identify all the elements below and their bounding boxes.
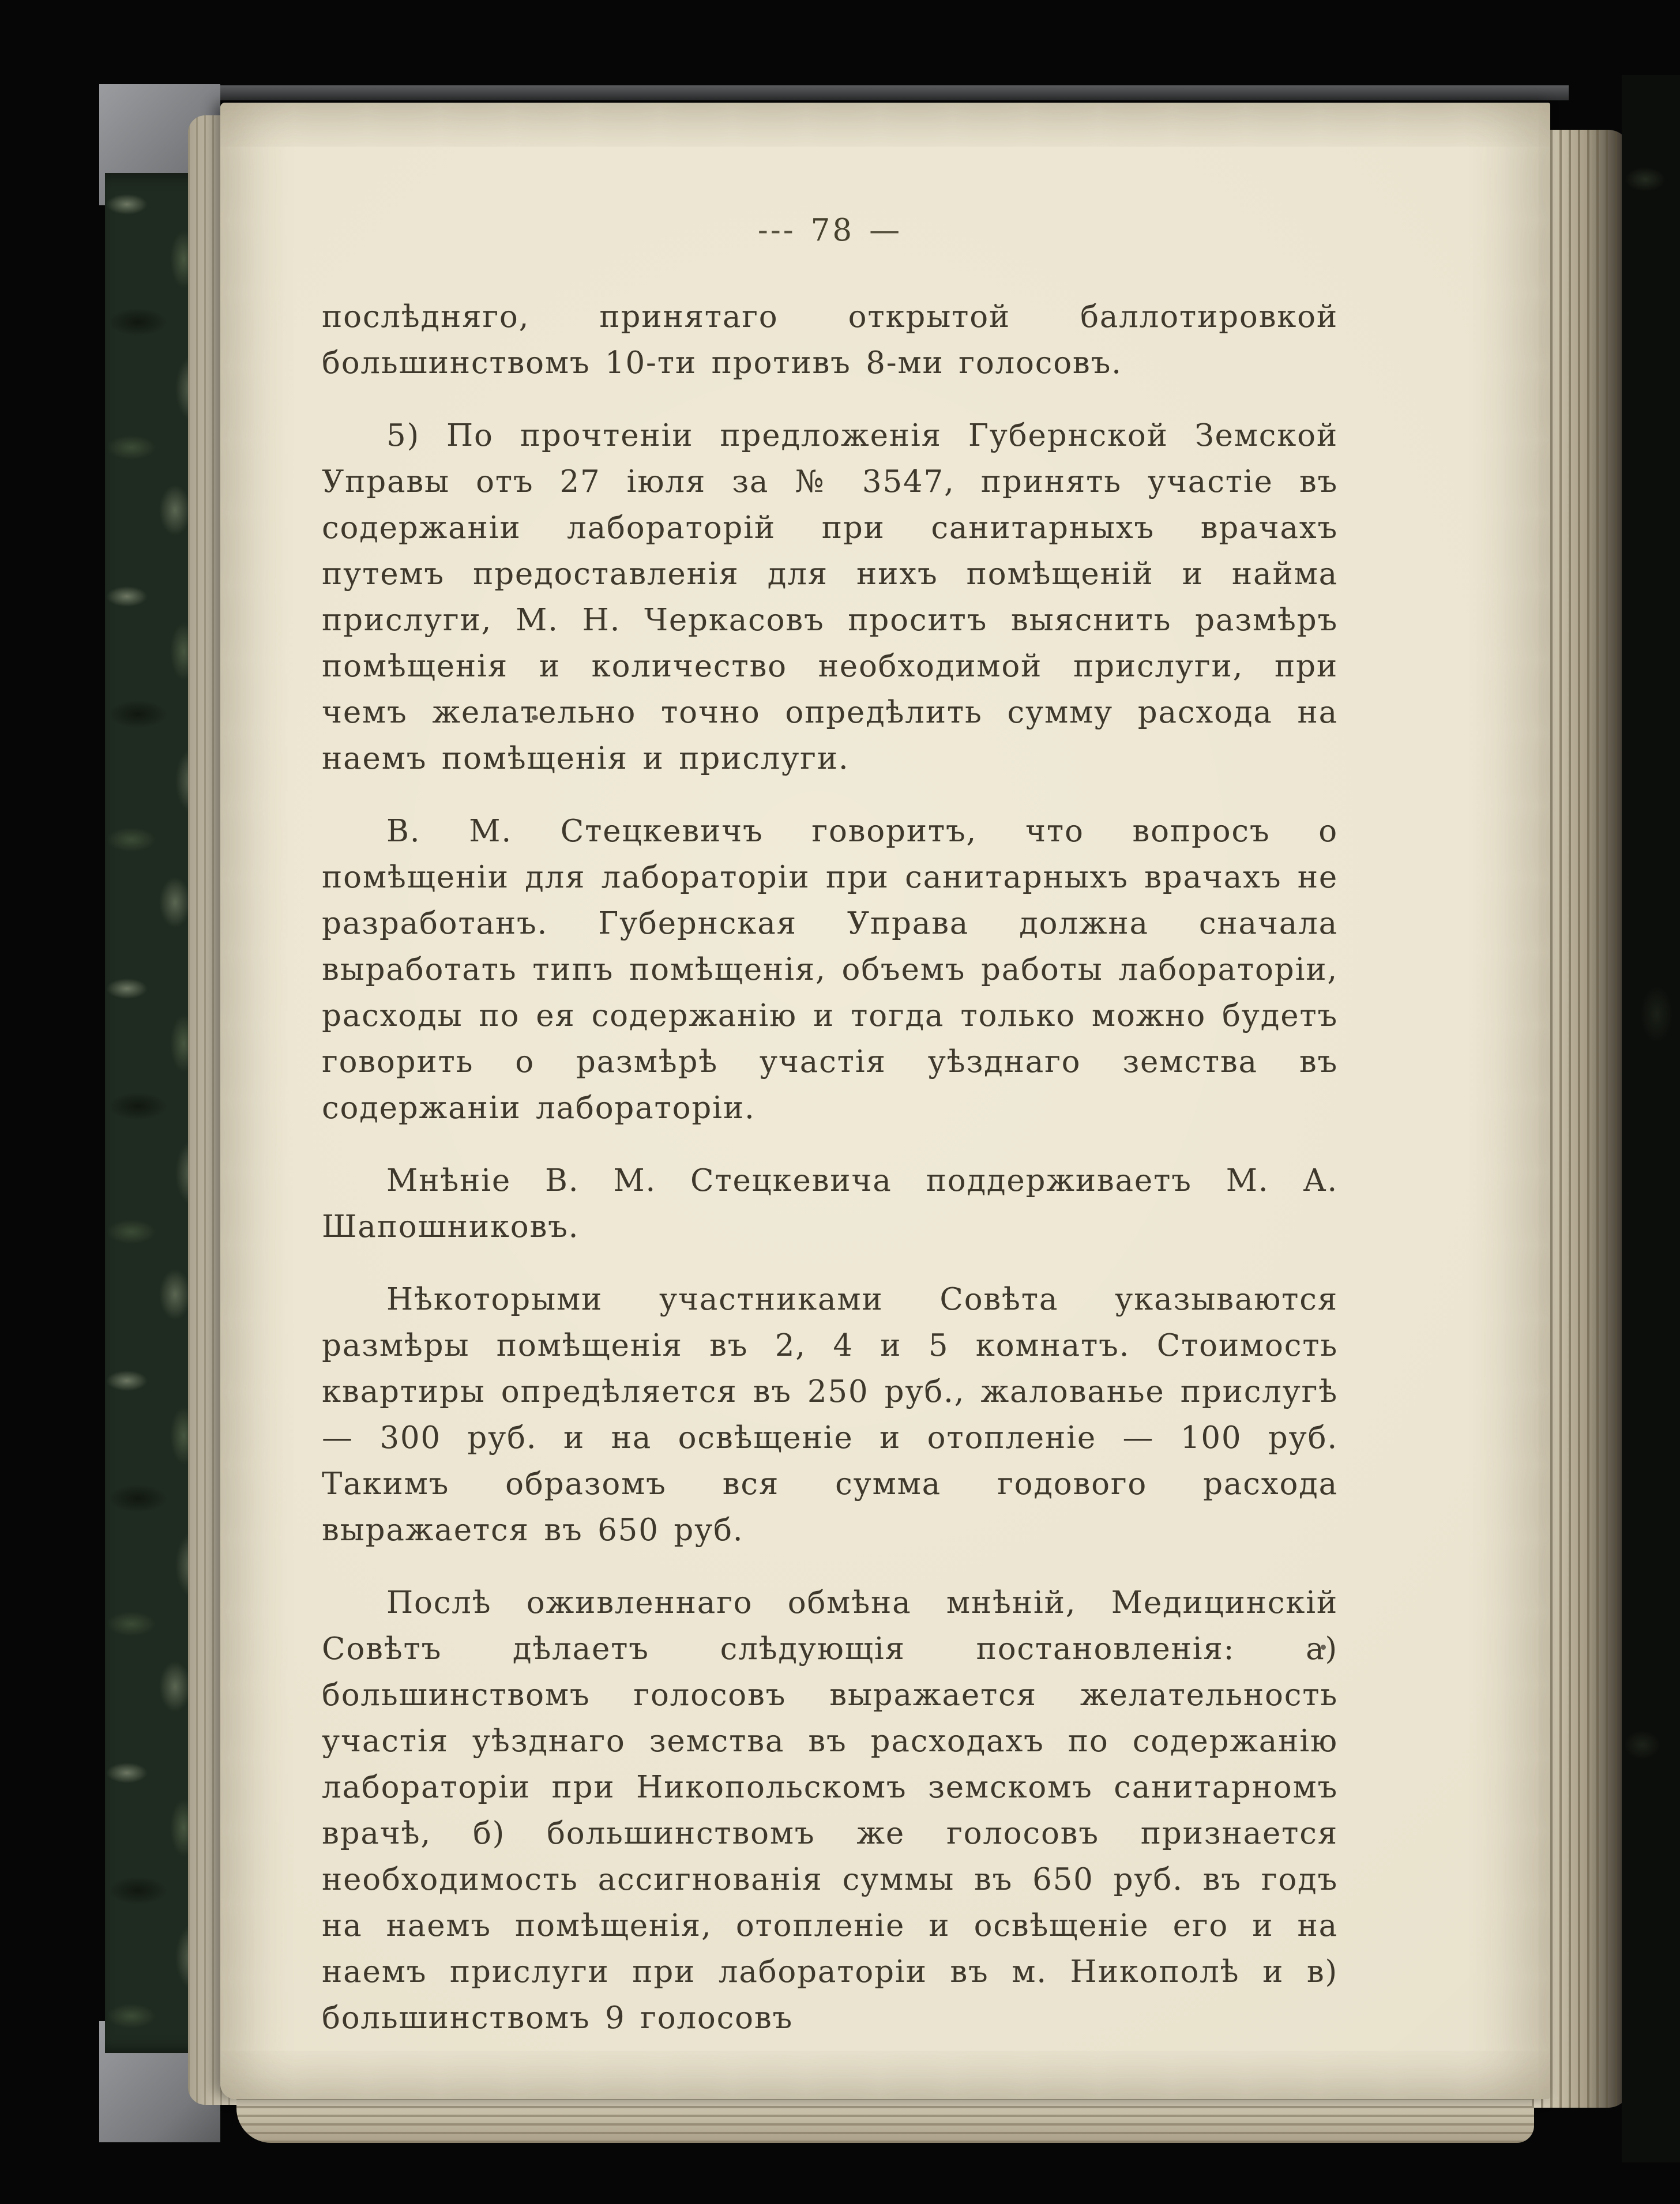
paragraph: 5) По прочтеніи предложенія Губернской Земской Управы отъ 27 іюля за № 3547, принять участіе въ содержаніи лабораторій при санитарныхъ врачахъ путемъ предоставленія для нихъ помѣщеній и найма прислуги, М. Н. Черкасовъ проситъ выяснить размѣръ помѣщенія и количество необходимой прислуги, при чемъ желательно точно опредѣлить сумму расхода на наемъ помѣщенія и прислуги.	[322, 418, 1338, 776]
page-text	[322, 208, 1338, 2041]
header-left-dashes: ---	[757, 213, 796, 248]
paragraph: Нѣкоторыми участниками Совѣта указываются размѣры помѣщенія въ 2, 4 и 5 комнатъ. Стоимость квартиры опредѣляется въ 250 руб., жалованье прислугѣ — 300 руб. и на освѣщеніе и отопленіе — 100 руб. Такимъ образомъ вся сумма годового расхода выражается въ 650 руб.	[322, 1282, 1338, 1548]
paragraph: послѣдняго, принятаго открытой баллотировкой большинствомъ 10-ти противъ 8-ми голосовъ.	[322, 299, 1338, 381]
paragraph: В. М. Стецкевичъ говоритъ, что вопросъ о помѣщеніи для лабораторіи при санитарныхъ врачахъ не разработанъ. Губернская Управа должна сначала выработать типъ помѣщенія, объемъ работы лабораторіи, расходы по ея содержанію и тогда только можно будетъ говорить о размѣрѣ участія уѣзднаго земства въ содержаніи лабораторіи.	[322, 814, 1338, 1126]
back-cover-right	[1622, 75, 1680, 2162]
page-number-header	[322, 208, 1338, 254]
page-edges-bottom	[236, 2093, 1534, 2143]
paragraph: Послѣ оживленнаго обмѣна мнѣній, Медицинскій Совѣтъ дѣлаетъ слѣдующія постановленія: а) большинствомъ голосовъ выражается желательность участія уѣзднаго земства въ расходахъ по содержанію лабораторіи при Никопольскомъ земскомъ санитарномъ врачѣ, б) большинствомъ же голосовъ признается необходимость ассигнованія суммы въ 650 руб. въ годъ на наемъ помѣщенія, отопленіе и освѣщеніе его и на наемъ прислуги при лабораторіи въ м. Никополѣ и в) большинствомъ 9 голосовъ	[322, 1585, 1338, 2036]
page-number: 78	[810, 213, 855, 248]
header-right-dash: —	[869, 213, 903, 248]
book-cover-top-edge	[104, 85, 1569, 100]
paragraph: Мнѣніе В. М. Стецкевича поддерживаетъ М. А. Шапошниковъ.	[322, 1163, 1338, 1244]
